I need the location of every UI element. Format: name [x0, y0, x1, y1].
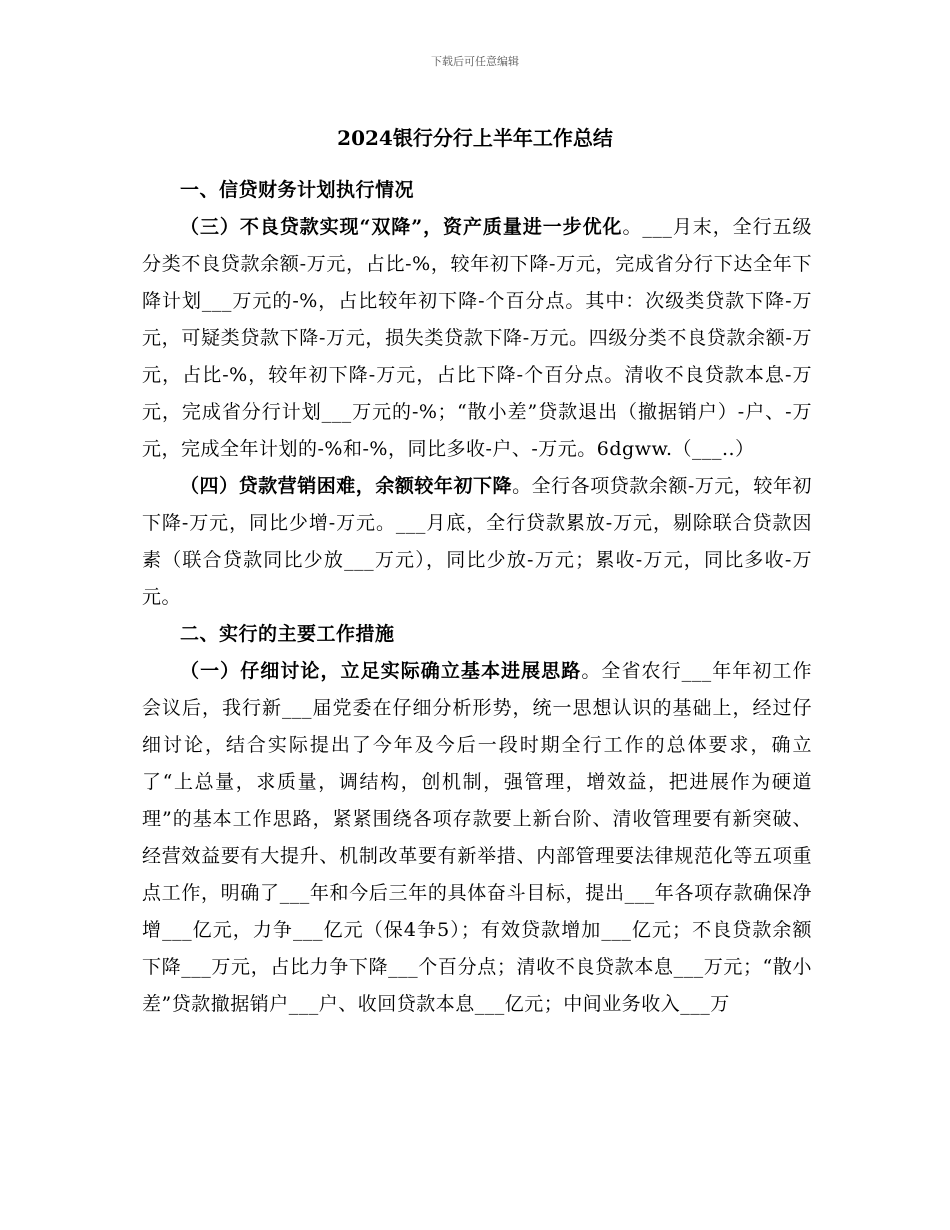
document-title: 2024银行分行上半年工作总结 — [337, 126, 613, 150]
paragraph-text: 。___月末，全行五级分类不良贷款余额-万元，占比-%，较年初下降-万元，完成省分行下达全年下降计划___万元的-%，占比较年初下降-个百分点。其中：次级类贷款下降-万元，可疑类贷款下降-万元，损失类贷款下降-万元。四级分类不良贷款余额-万元，占比-%，较年初下降-万元，占比下降-个百分点。清收不良贷款本息-万元，完成省分行计划___万元的-%；“散小差”贷款退出（撤据销户）-户、-万元，完成全年计划的-%和-%，同比多收-户、-万元。6dgww.（___..） — [142, 216, 812, 460]
document-body — [142, 172, 812, 1023]
page-header: 下载后可任意编辑 — [431, 55, 519, 68]
paragraph-bad-loans — [142, 209, 812, 468]
section-heading-credit-plan: 一、信贷财务计划执行情况 — [180, 179, 415, 201]
paragraph-text: 。全行各项贷款余额-万元，较年初下降-万元，同比少增-万元。___月底，全行贷款累放-万元，剔除联合贷款因素（联合贷款同比少放___万元），同比少放-万元；累收-万元，同比多收-万元。 — [142, 475, 812, 608]
paragraph-lead: （一）仔细讨论，立足实际确立基本进展思路 — [180, 660, 582, 682]
paragraph-text: 。全省农行___年年初工作会议后，我行新___届党委在仔细分析形势，统一思想认识的基础上，经过仔细讨论，结合实际提出了今年及今后一段时期全行工作的总体要求，确立了“上总量，求质量，调结构，创机制，强管理，增效益，把进展作为硬道理”的基本工作思路，紧紧围绕各项存款要上新台阶、清收管理要有新突破、经营效益要有大提升、机制改革要有新举措、内部管理要法律规范化等五项重点工作，明确了___年和今后三年的具体奋斗目标，提出___年各项存款确保净增___亿元，力争___亿元（保4争5）；有效贷款增加___亿元；不良贷款余额下降___万元，占比力争下降___个百分点；清收不良贷款本息___万元；“散小差”贷款撤据销户___户、收回贷款本息___亿元；中间业务收入___万 — [142, 660, 812, 1015]
section-heading-measures: 二、实行的主要工作措施 — [180, 623, 395, 645]
paragraph-work-ideas — [142, 653, 812, 1023]
paragraph-lead: （四）贷款营销困难，余额较年初下降 — [180, 475, 513, 497]
paragraph-loan-marketing — [142, 468, 812, 616]
paragraph-lead: （三）不良贷款实现“双降”，资产质量进一步优化 — [180, 216, 623, 238]
